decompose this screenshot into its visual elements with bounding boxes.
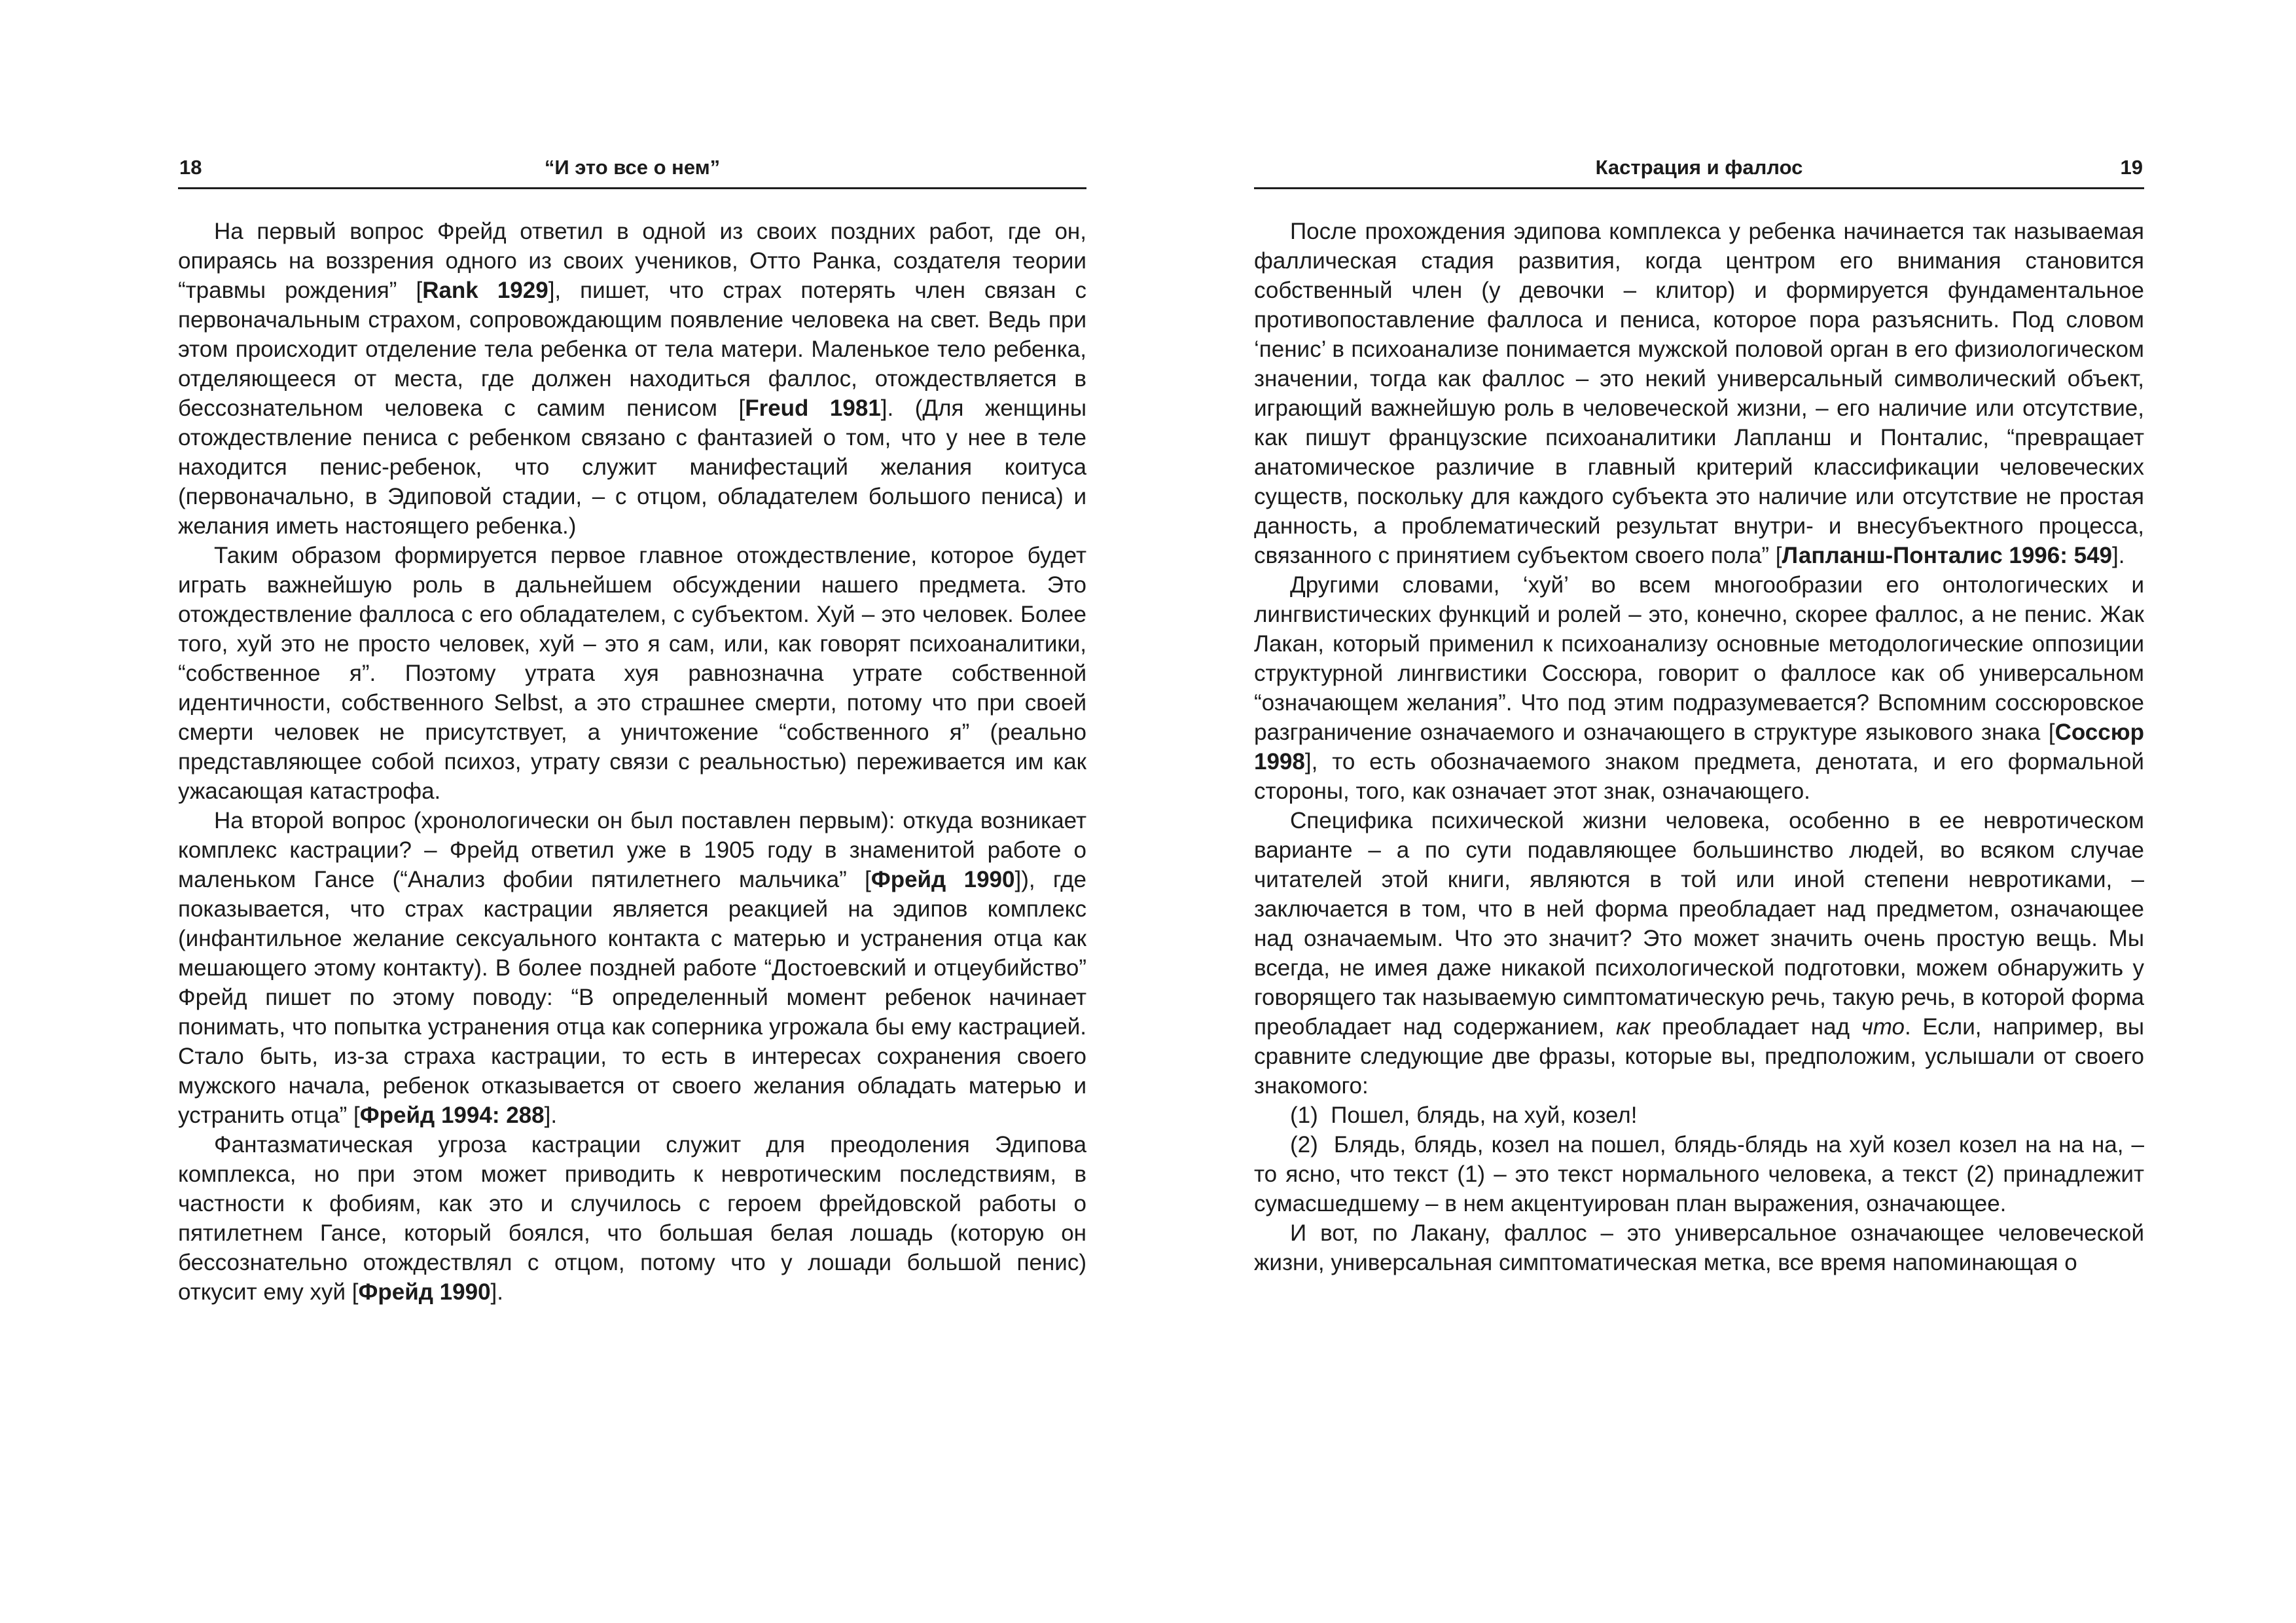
paragraph [1254, 806, 2144, 1101]
paragraph [1254, 570, 2144, 806]
page-right [1254, 149, 2144, 1277]
text-run: ]. [490, 1279, 503, 1305]
bold-citation: Фрейд 1990 [358, 1279, 491, 1305]
text-run: Другими словами, ‘хуй’ во всем многообразии его онтологических и лингвистических функций и ролей – это, конечно, скорее фаллос, а не пенис. Жак Лакан, который применил к психоанализу основные методологические оппозиции структурной лингвистики Соссюра, говорит о фаллосе как об универсальном “означающем желания”. Что под этим подразумевается? Вспомним соссюровское разграничение означаемого и означающего в структуре языкового знака [ [1254, 572, 2144, 745]
page-body-left [178, 217, 1086, 1307]
paragraph [1254, 217, 2144, 570]
paragraph [178, 217, 1086, 541]
text-run: И вот, по Лакану, фаллос – это универсальное означающее человеческой жизни, универсальная симптоматическая метка, все время напоминающая о [1254, 1220, 2144, 1275]
bold-citation: Freud 1981 [745, 395, 881, 421]
paragraph [178, 806, 1086, 1130]
text-run: (2) Блядь, блядь, козел на пошел, блядь-блядь на хуй козел козел на на на, – то ясно, что текст (1) – это текст нормального человека, а текст (2) принадлежит сумасшедшему – в нем акцентуирован план выражения, означающее. [1254, 1132, 2144, 1216]
running-title: Кастрация и фаллос [1595, 156, 1803, 179]
running-title: “И это все о нем” [544, 156, 721, 179]
text-run: преобладает над [1650, 1014, 1861, 1040]
paragraph [1254, 1101, 2144, 1130]
text-run: ]. [2112, 543, 2125, 568]
text-run: После прохождения эдипова комплекса у ребенка начинается так называемая фаллическая стадия развития, когда центром его внимания становится собственный член (у девочки – клитор) и формируется фундаментальное противопоставление фаллоса и пениса, которое пора разъяснить. Под словом ‘пенис’ в психоанализе понимается мужской половой орган в его физиологическом значении, тогда как фаллос – это некий универсальный символический объект, играющий важнейшую роль в человеческой жизни, – его наличие или отсутствие, как пишут французские психоаналитики Лапланш и Понталис, “превращает анатомическое различие в главный критерий классификации человеческих существ, поскольку для каждого субъекта это наличие или отсутствие не простая данность, а проблематический результат внутри- и внесубъектного процесса, связанного с принятием субъектом своего пола” [ [1254, 219, 2144, 568]
text-run: Фантазматическая угроза кастрации служит для преодоления Эдипова комплекса, но при этом может приводить к невротическим последствиям, в частности к фобиям, как это и случилось с героем фрейдовской работы о пятилетнем Гансе, который боялся, что большая белая лошадь (которую он бессознательно отождествлял с отцом, потому что у лошади большой пенис) откусит ему хуй [ [178, 1132, 1086, 1305]
page-header-right [1254, 149, 2144, 189]
text-run: Таким образом формируется первое главное отождествление, которое будет играть важнейшую роль в дальнейшем обсуждении нашего предмета. Это отождествление фаллоса с его обладателем, с субъектом. Хуй – это человек. Более того, хуй это не просто человек, хуй – это я сам, или, как говорят психоаналитики, “собственное я”. Поэтому утрата хуя равнозначна утрате собственной идентичности, собственного Selbst, а это страшнее смерти, потому что при своей смерти человек не присутствует, а уничтожение “собственного я” (реально представляющее собой психоз, утрату связи с реальностью) переживается им как ужасающая катастрофа. [178, 543, 1086, 804]
text-run: ], пишет, что страх потерять член связан с первоначальным страхом, сопровождающим появление человека на свет. Ведь при этом происходит отделение тела ребенка от тела матери. Маленькое тело ребенка, отделяющееся от места, где должен находиться фаллос, отождествляется в бессознательном человека с самим пенисом [ [178, 278, 1086, 421]
bold-citation: Лапланш-Понталис 1996: 549 [1782, 543, 2113, 568]
text-run: Специфика психической жизни человека, особенно в ее невротическом варианте – а по сути подавляющее большинство людей, во всяком случае читателей этой книги, являются в той или иной степени невротиками, – заключается в том, что в ней форма преобладает над предметом, означающее над означаемым. Что это значит? Это может значить очень простую вещь. Мы всегда, не имея даже никакой психологической подготовки, можем обнаружить у говорящего так называемую симптоматическую речь, такую речь, в которой форма преобладает над содержанием, [1254, 808, 2144, 1040]
page-header-left [178, 149, 1086, 189]
italic-text: как [1616, 1014, 1651, 1040]
bold-citation: Rank 1929 [422, 278, 548, 303]
paragraph [1254, 1130, 2144, 1218]
text-run: ]), где показывается, что страх кастрации является реакцией на эдипов комплекс (инфантильное желание сексуального контакта с матерью и устранения отца как мешающего этому контакту). В более поздней работе “Достоевский и отцеубийство” Фрейд пишет по этому поводу: “В определенный момент ребенок начинает понимать, что попытка устранения отца как соперника угрожала бы ему кастрацией. Стало быть, из-за страха кастрации, то есть в интересах сохранения своего мужского начала, ребенок отказывается от своего желания обладать матерью и устранить отца” [ [178, 867, 1086, 1128]
bold-citation: Соссюр 1998 [1254, 720, 2144, 775]
text-run: На второй вопрос (хронологически он был поставлен первым): откуда возникает комплекс кастрации? – Фрейд ответил уже в 1905 году в знаменитой работе о маленьком Гансе (“Анализ фобии пятилетнего мальчика” [ [178, 808, 1086, 892]
bold-citation: Фрейд 1990 [870, 867, 1015, 892]
paragraph [178, 541, 1086, 806]
paragraph [1254, 1218, 2144, 1277]
text-run: ]. (Для женщины отождествление пениса с ребенком связано с фантазией о том, что у нее в теле находится пенис-ребенок, что служит манифестаций желания коитуса (первоначально, в Эдиповой стадии, – с отцом, обладателем большого пениса) и желания иметь настоящего ребенка.) [178, 395, 1087, 539]
page-number: 18 [179, 156, 202, 179]
text-run: На первый вопрос Фрейд ответил в одной из своих поздних работ, где он, опираясь на воззрения одного из своих учеников, Отто Ранка, создателя теории “травмы рождения” [ [178, 219, 1086, 303]
text-run: ]. [544, 1103, 558, 1128]
page-body-right [1254, 217, 2144, 1277]
text-run: ], то есть обозначаемого знаком предмета, денотата, и его формальной стороны, того, как означает этот знак, означающего. [1254, 749, 2144, 804]
italic-text: что [1861, 1014, 1905, 1040]
text-run: . Если, например, вы сравните следующие две фразы, которые вы, предположим, услышали от своего знакомого: [1254, 1014, 2145, 1099]
page-left [178, 149, 1086, 1307]
text-run: (1) Пошел, блядь, на хуй, козел! [1290, 1103, 1638, 1128]
paragraph [178, 1130, 1086, 1307]
page-number: 19 [2120, 156, 2143, 179]
bold-citation: Фрейд 1994: 288 [359, 1103, 545, 1128]
